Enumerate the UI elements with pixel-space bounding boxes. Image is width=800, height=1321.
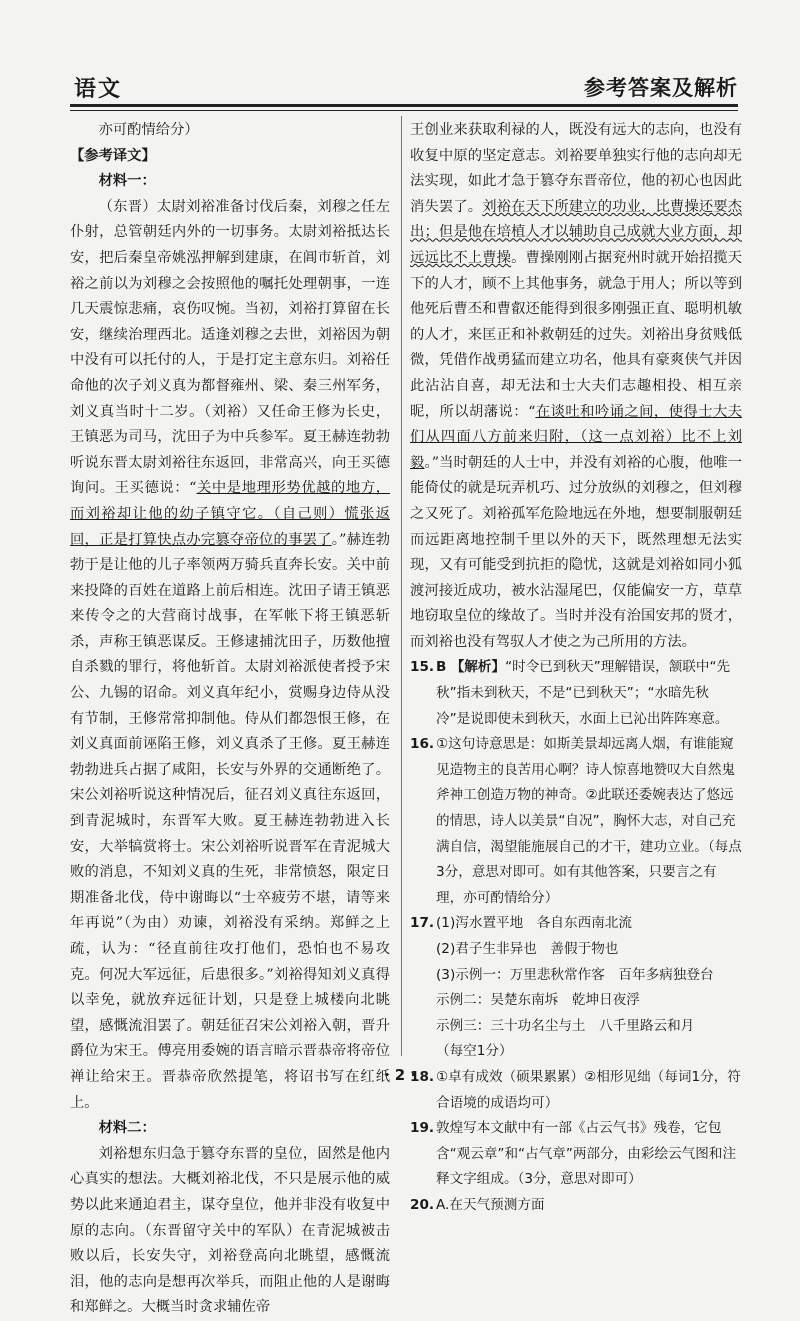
material-one-title: 材料一： [98, 173, 156, 190]
material-two-text-c: 。”当时朝廷的人士中，并没有刘裕的心腹，他唯一能倚仗的就是玩弄机巧、过分放纵的刘穆之，但刘穆之又死了。刘裕孤军危险地远在外地，想要制服朝廷而远距离地控制千里以外的天下，既然理想无法实现，又有可能受到抗拒的隐忧，这就是刘裕如同小狐渡河接近成功，被水沾湿尾巴，仅能偏安一方，草草地窃取皇位的缘故了。当时并没有治国安邦的贤才，而刘裕也没有驾驭人才使之为己所用的方法。 [410, 454, 742, 650]
header-rule-thin [70, 110, 738, 111]
answer-18-text: ①卓有成效（硕果累累）②相形见绌（每词1分，符合语境的成语均可） [436, 1068, 741, 1111]
material-two-text-a: 王创业来获取利禄的人，既没有远大的志向，也没有收复中原的坚定意志。刘裕要单独实行他的志向却无法实现，如此才急于篡夺东晋帝位，他的初心也因此消失罢了。 [410, 122, 742, 215]
answer-15-choice: B [436, 659, 447, 676]
answer-15-tag: 【解析】 [450, 659, 506, 676]
page-header [70, 66, 738, 110]
page-number: · 2 · [383, 1066, 417, 1084]
answer-19-number: 19. [410, 1120, 435, 1137]
answer-20-number: 20. [410, 1196, 435, 1213]
underlined-sentence-1: 关中是地理形势优越的地方，而刘裕却让他的幼子镇守它。（自己则）慌张返回，正是打算快点办完篡夺帝位的事罢了 [70, 480, 391, 548]
answer-17-line-3: (3)示例一：万里悲秋常作客 百年多病独登台 [436, 966, 714, 983]
header-title: 参考答案及解析 [584, 75, 738, 100]
answer-15-text: “时令已到秋天”理解错误，颔联中“先秋”指未到秋天，不是“已到秋天”；“水暗先秋冷”是说即使未到秋天，水面上已沁出阵阵寒意。 [436, 659, 731, 727]
subject-label: 语文 [74, 76, 123, 102]
answer-17-line-1: (1)泻水置平地 各自东西南北流 [436, 915, 632, 932]
header-rule-thick [70, 104, 738, 107]
answer-17-line-4: 示例二：吴楚东南坼 乾坤日夜浮 [436, 992, 640, 1009]
answer-17-line-5: 示例三：三十功名尘与土 八千里路云和月 [436, 1017, 695, 1034]
answer-19-text: 敦煌写本文献中有一部《占云气书》残卷，它包含“观云章”和“占气章”两部分，由彩绘云气图和注释文字组成。（3分，意思对即可） [436, 1120, 737, 1188]
answer-18-number: 18. [410, 1068, 435, 1085]
answer-17 [410, 911, 742, 1065]
answer-17-line-2: (2)君子生非异也 善假于物也 [436, 941, 619, 957]
answer-19 [410, 1116, 742, 1193]
material-one-text-a: （东晋）太尉刘裕准备讨伐后秦，刘穆之任左仆射，总管朝廷内外的一切事务。太尉刘裕抵达长安，把后秦皇帝姚泓押解到建康，在阊市斩首，刘裕之前以为刘穆之会按照他的嘱托处理朝事，一连几天震惊悲痛，哀伤叹惋。当初，刘裕打算留在长安，继续治理西北。适逢刘穆之去世，刘裕因为朝中没有可以托付的人，于是打定主意东归。刘裕任命他的次子刘义真为都督雍州、梁、秦三州军务，刘义真当时十二岁。（刘裕）又任命王修为长史，王镇恶为司马，沈田子为中兵参军。夏王赫连勃勃听说东晋太尉刘裕往东返回，非常高兴，向王买德询问。王买德说：“ [70, 198, 390, 497]
wavy-underlined-sentence: 刘裕在天下所建立的功业，比曹操还要杰出；但是他在培植人才以辅助自己成就大业方面，却远远比不上曹操 [410, 198, 743, 266]
answer-15-number: 15. [410, 659, 435, 676]
answer-15 [410, 655, 742, 732]
answer-20-text: A.在天气预测方面 [436, 1196, 545, 1213]
answer-17-number: 17. [410, 915, 435, 932]
material-two-text-b: 。曹操刚刚占据兖州时就开始招揽天下的人才，顾不上其他事务，就急于用人；所以等到他死后曹丕和曹叡还能得到很多刚强正直、聪明机敏的人才，来匡正和补救朝廷的过失。刘裕出身贫贱低微，凭借作战勇猛而建立功名，他具有豪爽侠气并因此沾沾自喜，却无法和士大夫们志趣相投、相互亲昵，所以胡藩说：“ [410, 249, 743, 420]
answer-16 [410, 732, 742, 911]
right-column [410, 118, 742, 1219]
answer-16-number: 16. [410, 736, 435, 753]
section-title-translation: 【参考译文】 [70, 147, 156, 164]
material-one-paragraph [70, 195, 390, 1116]
material-two-continued [410, 118, 742, 655]
answers-block [410, 655, 742, 1218]
underlined-sentence-2: 在谈吐和吟诵之间，使得士大夫们从四面八方前来归附，（这一点刘裕）比不上刘毅 [410, 403, 743, 471]
left-column [70, 118, 390, 1321]
column-divider [401, 116, 402, 1056]
material-one-text-b: 。”赫连勃勃于是让他的儿子率领两万骑兵直奔长安。关中前来投降的百姓在道路上前后相连。沈田子请王镇恶来传令之的大营商讨战事，在军帐下将王镇恶斩杀，声称王镇恶谋反。王修逮捕沈田子，历数他擅自杀戮的罪行，将他斩首。太尉刘裕派使者授予宋公、九锡的诏命。刘义真年纪小，赏赐身边侍从没有节制，王修常常抑制他。侍从们都怨恨王修，在刘义真面前诬陷王修，刘义真杀了王修。夏王赫连勃勃进兵占据了咸阳，长安与外界的交通断绝了。宋公刘裕听说这种情况后，征召刘义真往东返回，到青泥城时，东晋军大败。夏王赫连勃勃进入长安，大举犒赏将士。宋公刘裕听说晋军在青泥城大败的消息，不知刘义真的生死，非常愤怒，限定日期准备北伐，侍中谢晦以“士卒疲劳不堪，请等来年再说”（为由）劝谏，刘裕没有采纳。郑鲜之上疏，认为：“径直前往攻打他们，恐怕也不易攻克。何况大军远征，后患很多。”刘裕得知刘义真得以幸免，就放弃远征计划，只是登上城楼向北眺望，感慨流泪罢了。朝廷征召宋公刘裕入朝，晋升爵位为宋王。傅亮用委婉的语言暗示晋恭帝将帝位禅让给宋王。晋恭帝欣然提笔，将诏书写在红纸上。 [70, 531, 390, 1111]
continuation-text: 亦可酌情给分） [98, 122, 199, 138]
answer-17-line-6: （每空1分） [436, 1043, 513, 1060]
material-two-paragraph: 刘裕想东归急于篡夺东晋的皇位，固然是他内心真实的想法。大概刘裕北伐，不只是展示他的威势以此来通迫君主，谋夺皇位，他并非没有收复中原的志向。（东晋留守关中的军队）在青泥城被击败以后，长安失守，刘裕登高向北眺望，感慨流泪，他的志向是想再次举兵，而阻止他的人是谢晦和郑鲜之。大概当时贪求辅佐帝 [70, 1145, 390, 1316]
material-two-title: 材料二： [98, 1120, 156, 1137]
answer-16-text: ①这句诗意思是：如斯美景却远离人烟，有谁能窥见造物主的良苦用心啊？诗人惊喜地赞叹大自然鬼斧神工创造万物的神奇。②此联还委婉表达了悠远的情思，诗人以美景“自况”，胸怀大志，对自己充满自信，渴望能施展自己的才干，建功立业。（每点3分，意思对即可。如有其他答案，只要言之有理，亦可酌情给分） [436, 736, 742, 906]
answer-20 [410, 1193, 742, 1219]
